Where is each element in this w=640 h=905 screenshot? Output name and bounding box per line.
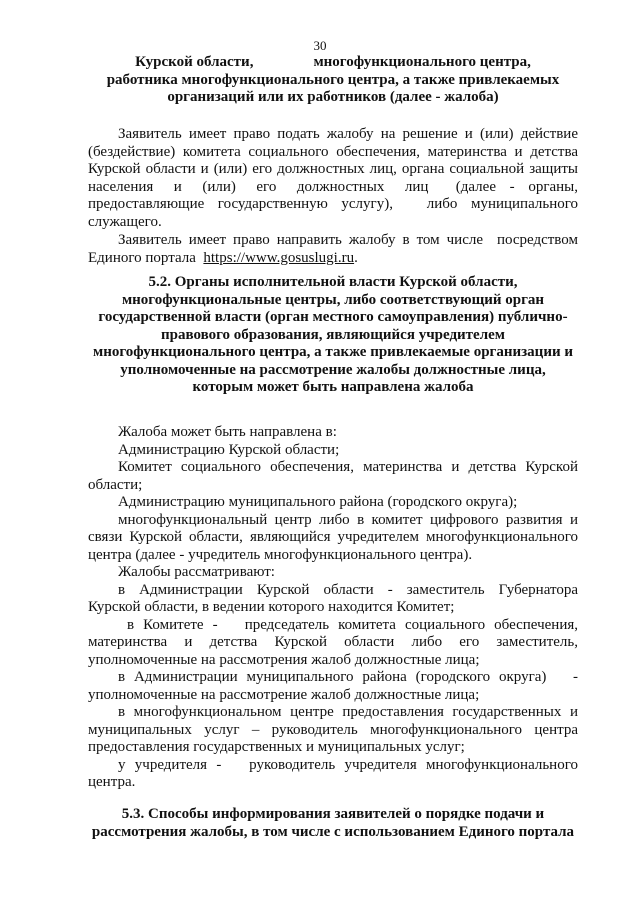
text-line: центра.	[88, 774, 136, 790]
text-line	[88, 250, 578, 268]
text-line: уполномоченные на рассмотрение жалоб должностные лица;	[88, 686, 480, 703]
section-heading-5-2	[88, 274, 578, 397]
text-line: служащего.	[88, 213, 162, 230]
text-line: материнства и детства Курской области либо его заместитель,	[88, 634, 578, 650]
page-number: 30	[313, 38, 327, 53]
text-line: Заявитель имеет право направить жалобу в том числе посредством	[118, 232, 578, 248]
text-line: в многофункциональном центре предоставления государственных и	[118, 704, 578, 720]
text-line: Курской области и (или) его должностных лиц, органа социальной защиты	[88, 161, 578, 177]
text-line: Администрацию Курской области;	[118, 441, 340, 458]
text-line: области;	[88, 476, 143, 493]
heading-line: работника многофункционального центра, а также привлекаемых	[106, 71, 560, 88]
heading-line: которым может быть направлена жалоба	[192, 379, 474, 395]
section-heading-continued	[88, 54, 578, 107]
heading-line: многофункциональные центры, либо соответствующий орган	[121, 291, 545, 308]
text-fragment: .	[354, 249, 358, 266]
text-line: связи Курской области, являющийся учредителем многофункционального	[88, 529, 578, 545]
text-line: Администрацию муниципального района (городского округа);	[118, 494, 518, 510]
paragraph-portal	[88, 232, 578, 267]
text-line: Комитет социального обеспечения, материнства и детства Курской	[118, 459, 578, 475]
heading-line: 5.2. Органы исполнительной власти Курской области,	[148, 274, 518, 290]
text-line: многофункциональный центр либо в комитет цифрового развития и	[118, 511, 578, 528]
text-line: в Комитете - председатель комитета социального обеспечения,	[118, 616, 578, 633]
text-line: Заявитель имеет право подать жалобу на решение и (или) действие	[118, 126, 578, 142]
heading-line: Курской области, многофункционального центра,	[135, 54, 531, 70]
heading-line: 5.3. Способы информирования заявителей о порядке подачи и	[121, 806, 545, 822]
text-line: предоставляющие государственную услугу), либо муниципального	[88, 196, 578, 212]
heading-line: организаций или их работников (далее - жалоба)	[167, 89, 499, 105]
text-line: у учредителя - руководитель учредителя многофункционального	[118, 756, 578, 773]
text-line: центра (далее - учредитель многофункционального центра).	[88, 546, 473, 563]
text-line: муниципальных услуг – руководитель многофункционального центра	[88, 721, 578, 738]
paragraph-where-to-send	[88, 424, 578, 792]
text-line: Жалоба может быть направлена в:	[118, 424, 337, 440]
paragraph-right-to-complain	[88, 126, 578, 231]
section-heading-5-3	[88, 806, 578, 841]
text-line: в Администрации Курской области - заместитель Губернатора	[118, 581, 578, 598]
heading-line: государственной власти (орган местного самоуправления) публично-	[98, 309, 568, 325]
text-line: (бездействие) комитета социального обеспечения, материнства и детства	[88, 143, 578, 160]
heading-line: уполномоченные на рассмотрение жалобы должностные лица,	[120, 361, 546, 378]
text-line: уполномоченные на рассмотрения жалоб должностные лица;	[88, 651, 480, 668]
gosuslugi-link[interactable]: https://www.gosuslugi.ru	[203, 249, 355, 266]
text-line: Курской области, в ведении которого находится Комитет;	[88, 599, 455, 615]
heading-line: правового образования, являющийся учредителем	[161, 326, 505, 343]
text-line: населения и (или) его должностных лиц (далее - органы,	[88, 178, 578, 195]
text-line: Жалобы рассматривают:	[118, 564, 275, 580]
text-fragment: Единого портала	[88, 249, 204, 266]
heading-line: рассмотрения жалобы, в том числе с использованием Единого портала	[91, 823, 575, 840]
text-line: предоставления государственных и муниципальных услуг;	[88, 739, 465, 755]
heading-line: многофункционального центра, а также привлекаемые организации и	[93, 344, 573, 360]
text-line: в Администрации муниципального района (городского округа) -	[118, 669, 578, 685]
